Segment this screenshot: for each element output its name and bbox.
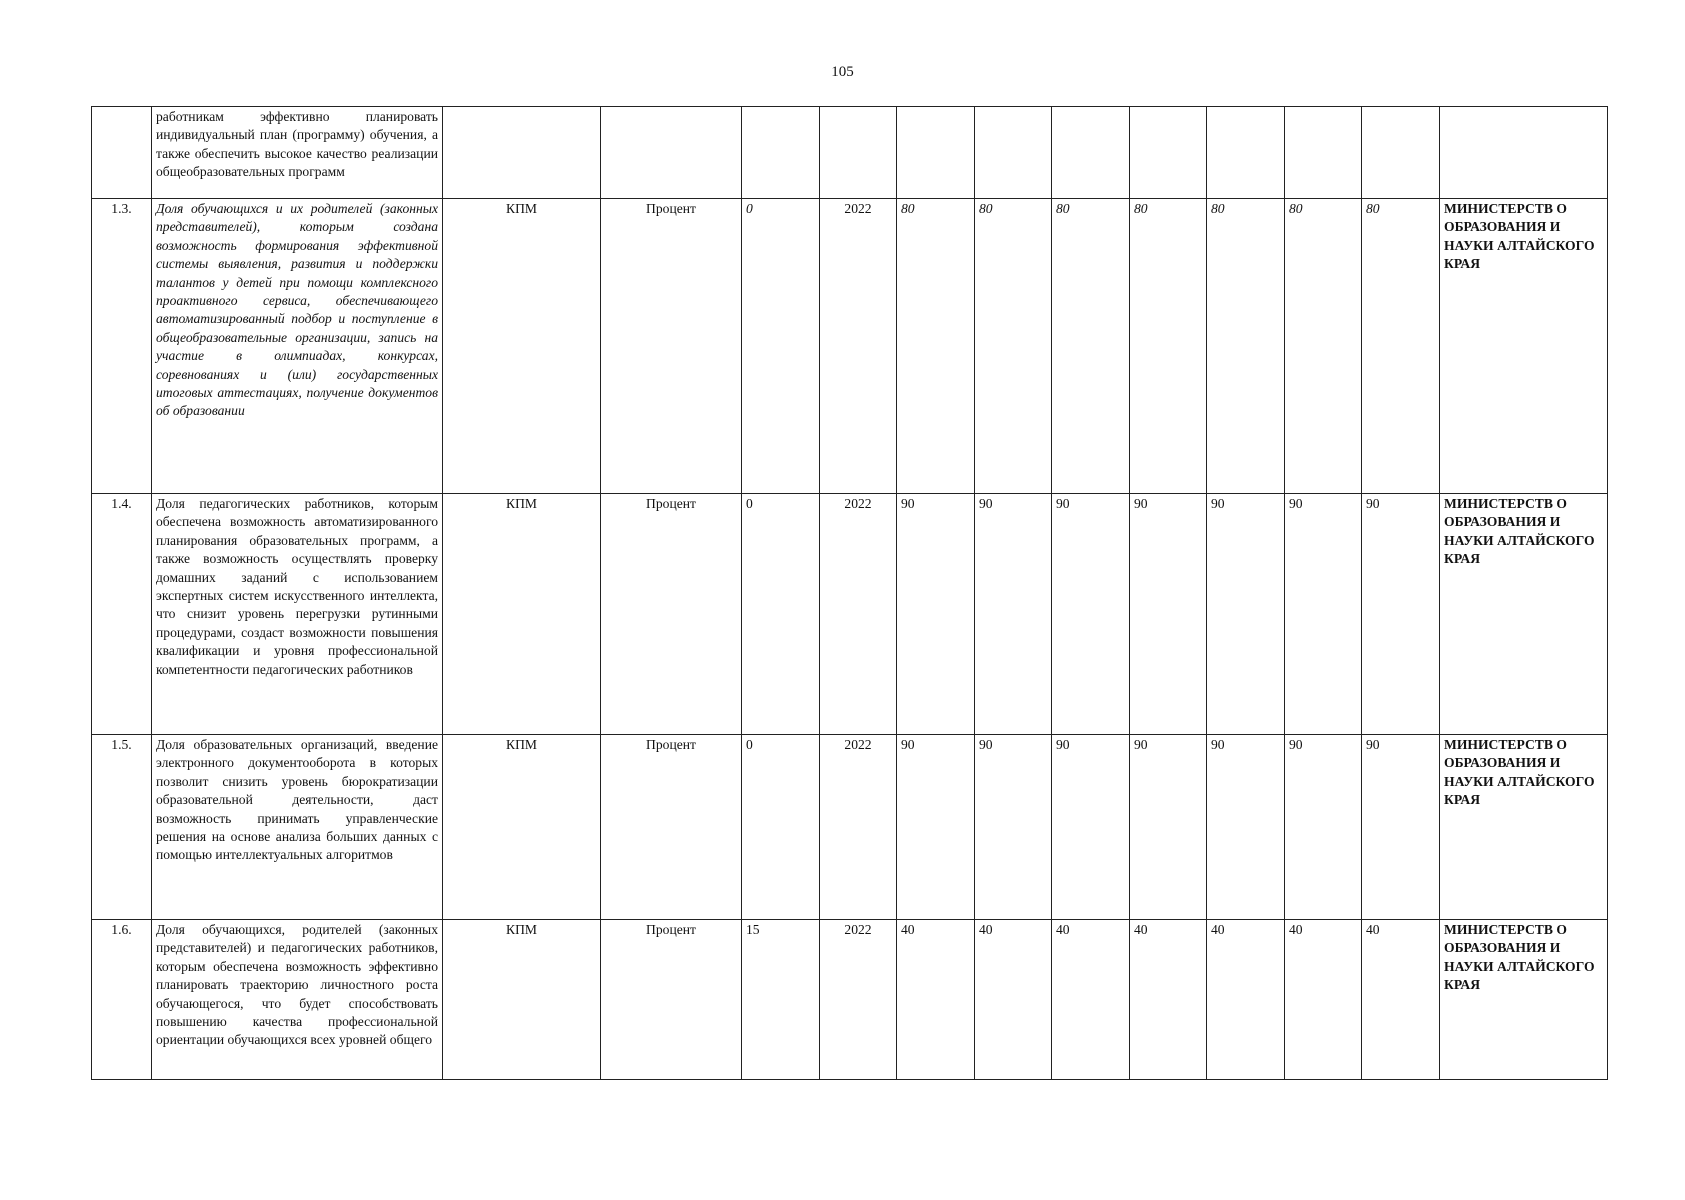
target-value-cell-text: 90 [901,496,915,511]
target-value-cell-text: 90 [1289,496,1303,511]
target-value-cell-text: 90 [1366,737,1380,752]
target-value-cell [1130,199,1207,494]
target-value-cell [1207,199,1285,494]
responsible-cell [1440,920,1608,1080]
target-value-cell-text: 90 [1211,496,1225,511]
base-year-cell-text: 2022 [844,922,872,937]
target-value-cell-text: 80 [1289,201,1303,216]
row-number-cell [92,494,152,735]
base-year-cell-text: 2022 [844,201,872,216]
target-value-cell-text: 90 [1134,737,1148,752]
unit-cell-text: Процент [646,496,696,511]
page-number: 105 [831,64,854,80]
indicator-description-cell [152,920,443,1080]
target-value-cell-text: 40 [1056,922,1070,937]
target-value-cell [975,107,1052,199]
target-value-cell [1285,920,1362,1080]
unit-cell-text: Процент [646,922,696,937]
target-value-cell-text: 90 [1366,496,1380,511]
indicator-description-cell [152,494,443,735]
target-value-cell [975,199,1052,494]
base-value-cell [742,494,820,735]
target-value-cell-text: 80 [1056,201,1070,216]
target-value-cell [897,494,975,735]
target-value-cell-text: 90 [1056,737,1070,752]
target-value-cell-text: 40 [1289,922,1303,937]
base-value-cell-text: 0 [746,737,753,752]
base-value-cell [742,199,820,494]
base-year-cell [820,920,897,1080]
source-cell-text: КПМ [506,201,537,216]
unit-cell-text: Процент [646,201,696,216]
target-value-cell [1052,920,1130,1080]
base-year-cell [820,199,897,494]
target-value-cell-text: 80 [979,201,993,216]
unit-cell [601,199,742,494]
base-value-cell-text: 15 [746,922,760,937]
target-value-cell [1207,107,1285,199]
target-value-cell-text: 80 [1211,201,1225,216]
unit-cell [601,494,742,735]
indicator-description-cell [152,107,443,199]
source-cell [443,199,601,494]
base-value-cell-text: 0 [746,201,753,216]
table-row [92,735,1608,920]
table-row [92,107,1608,199]
target-value-cell [1207,494,1285,735]
row-number-cell [92,107,152,199]
target-value-cell [1362,107,1440,199]
row-number-cell [92,735,152,920]
responsible-cell-text: МИНИСТЕРСТВ О ОБРАЗОВАНИЯ И НАУКИ АЛТАЙСКОГО КРАЯ [1444,737,1595,808]
target-value-cell [975,920,1052,1080]
responsible-cell-text: МИНИСТЕРСТВ О ОБРАЗОВАНИЯ И НАУКИ АЛТАЙСКОГО КРАЯ [1444,201,1595,272]
target-value-cell [1285,107,1362,199]
target-value-cell [975,735,1052,920]
base-value-cell [742,920,820,1080]
target-value-cell [897,199,975,494]
row-number-cell-text: 1.4. [111,496,132,511]
target-value-cell-text: 90 [901,737,915,752]
table-row [92,494,1608,735]
target-value-cell-text: 40 [979,922,993,937]
base-year-cell-text: 2022 [844,737,872,752]
target-value-cell-text: 40 [901,922,915,937]
row-number-cell [92,199,152,494]
target-value-cell [1052,107,1130,199]
target-value-cell [1285,494,1362,735]
responsible-cell [1440,735,1608,920]
source-cell [443,107,601,199]
base-value-cell-text: 0 [746,496,753,511]
target-value-cell [1052,494,1130,735]
base-year-cell [820,494,897,735]
indicator-description-cell-text: работникам эффективно планировать индивидуальный план (программу) обучения, а также обеспечить высокое качество реализации общеобразовательных программ [156,109,438,180]
target-value-cell [1130,107,1207,199]
target-value-cell-text: 90 [979,496,993,511]
source-cell-text: КПМ [506,922,537,937]
target-value-cell [1052,735,1130,920]
responsible-cell [1440,199,1608,494]
source-cell [443,735,601,920]
target-value-cell [1130,920,1207,1080]
target-value-cell-text: 40 [1366,922,1380,937]
target-value-cell-text: 40 [1211,922,1225,937]
target-value-cell [1207,735,1285,920]
unit-cell-text: Процент [646,737,696,752]
target-value-cell-text: 90 [1289,737,1303,752]
target-value-cell [1207,920,1285,1080]
target-value-cell-text: 90 [1211,737,1225,752]
responsible-cell [1440,494,1608,735]
base-year-cell [820,107,897,199]
target-value-cell [1052,199,1130,494]
source-cell [443,494,601,735]
target-value-cell [897,107,975,199]
indicator-description-cell-text: Доля образовательных организаций, введение электронного документооборота в которых позволит снизить уровень бюрократизации образовательной деятельности, даст возможность принимать управленческие решения на основе анализа больших данных с помощью интеллектуальных алгоритмов [156,737,438,863]
indicator-description-cell-text: Доля обучающихся, родителей (законных представителей) и педагогических работников, которым обеспечена возможность эффективно планировать траекторию личностного роста обучающегося, что будет способствовать повышению качества профессиональной ориентации обучающихся всех уровней общего [156,922,438,1048]
target-value-cell-text: 90 [1134,496,1148,511]
target-value-cell [1285,199,1362,494]
base-year-cell-text: 2022 [844,496,872,511]
target-value-cell [1130,735,1207,920]
responsible-cell-text: МИНИСТЕРСТВ О ОБРАЗОВАНИЯ И НАУКИ АЛТАЙСКОГО КРАЯ [1444,922,1595,993]
row-number-cell-text: 1.5. [111,737,132,752]
target-value-cell-text: 80 [1366,201,1380,216]
target-value-cell [1362,735,1440,920]
target-value-cell [897,735,975,920]
indicator-description-cell [152,735,443,920]
indicator-description-cell-text: Доля педагогических работников, которым обеспечена возможность автоматизированного планирования образовательных программ, а также возможность осуществлять проверку домашних заданий с использованием экспертных систем искусственного интеллекта, что снизит уровень перегрузки рутинными процедурами, создаст возможности повышения квалификации и уровня профессиональной компетентности педагогических работников [156,496,438,677]
base-value-cell [742,735,820,920]
target-value-cell-text: 40 [1134,922,1148,937]
target-value-cell [897,920,975,1080]
indicator-description-cell [152,199,443,494]
source-cell-text: КПМ [506,496,537,511]
target-value-cell [1362,199,1440,494]
target-value-cell-text: 90 [1056,496,1070,511]
target-value-cell [1362,494,1440,735]
responsible-cell [1440,107,1608,199]
indicators-table [91,106,1608,1080]
responsible-cell-text: МИНИСТЕРСТВ О ОБРАЗОВАНИЯ И НАУКИ АЛТАЙСКОГО КРАЯ [1444,496,1595,567]
row-number-cell-text: 1.6. [111,922,132,937]
source-cell-text: КПМ [506,737,537,752]
table-row [92,199,1608,494]
unit-cell [601,735,742,920]
row-number-cell [92,920,152,1080]
base-year-cell [820,735,897,920]
target-value-cell [975,494,1052,735]
source-cell [443,920,601,1080]
unit-cell [601,920,742,1080]
target-value-cell [1285,735,1362,920]
unit-cell [601,107,742,199]
target-value-cell-text: 80 [1134,201,1148,216]
target-value-cell-text: 80 [901,201,915,216]
target-value-cell-text: 90 [979,737,993,752]
row-number-cell-text: 1.3. [111,201,132,216]
indicator-description-cell-text: Доля обучающихся и их родителей (законных представителей), которым создана возможность формирования эффективной системы выявления, развития и поддержки талантов у детей при помощи комплексного проактивного сервиса, обеспечивающего автоматизированный подбор и поступление в общеобразовательные организации, запись на участие в олимпиадах, конкурсах, соревнованиях и (или) государственных итоговых аттестациях, получение документов об образовании [156,201,438,419]
base-value-cell [742,107,820,199]
table-row [92,920,1608,1080]
target-value-cell [1130,494,1207,735]
target-value-cell [1362,920,1440,1080]
